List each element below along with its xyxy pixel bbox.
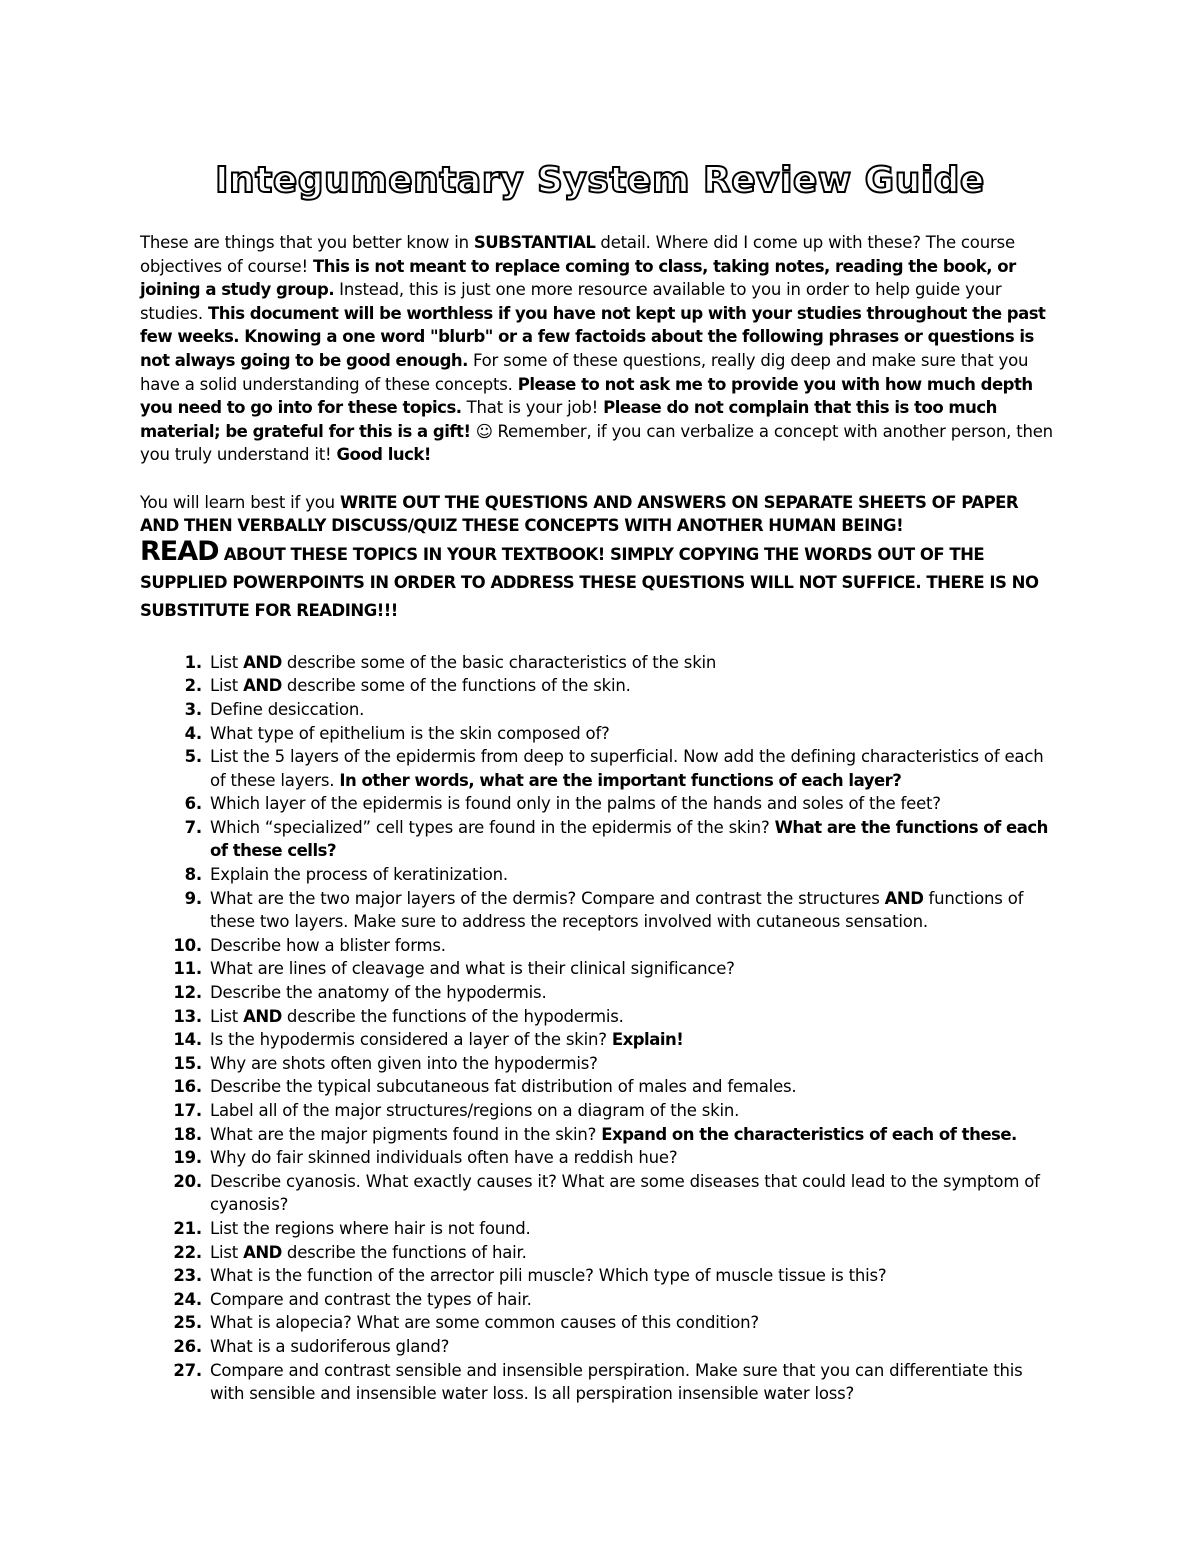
question-number: 8. — [184, 865, 202, 885]
question-text: What are the major pigments found in the skin? — [210, 1124, 602, 1144]
question-number: 1. — [184, 652, 202, 672]
question-number: 15. — [173, 1053, 202, 1073]
question-number: 24. — [173, 1289, 202, 1309]
intro-bold-1: SUBSTANTIAL — [473, 233, 596, 252]
question-text: describe the functions of hair. — [281, 1242, 527, 1262]
question-number: 2. — [184, 676, 202, 696]
question-item — [140, 1288, 1060, 1312]
question-text: describe some of the functions of the skin. — [281, 676, 631, 696]
question-number: 6. — [184, 794, 202, 814]
question-emphasis: What are the functions of each of these cells? — [210, 817, 1048, 861]
intro-bold-5: Please do not complain that this is too much material; be grateful for this is a gift! ☺ — [140, 398, 997, 441]
document-body — [140, 231, 1060, 1406]
intro-text-1: These are things that you better know in — [140, 233, 474, 252]
question-item — [140, 1335, 1060, 1359]
question-text: What is alopecia? What are some common causes of this condition? — [210, 1313, 759, 1333]
question-text: Describe the anatomy of the hypodermis. — [210, 983, 547, 1003]
question-number: 4. — [184, 723, 202, 743]
question-text: Explain the process of keratinization. — [210, 865, 508, 885]
intro-bold-3: This document will be worthless if you have not kept up with your studies throughout the past few weeks. Knowing a one word "blurb" or a few factoids about the following phrases or questions is not always going to be good enough. — [140, 303, 1046, 370]
question-text: What type of epithelium is the skin composed of? — [210, 723, 610, 743]
read-note-big-word: READ — [140, 535, 219, 567]
read-note-text: ABOUT THESE TOPICS IN YOUR TEXTBOOK! SIMPLY COPYING THE WORDS OUT OF THE SUPPLIED POWERPOINTS IN ORDER TO ADDRESS THESE QUESTIONS WILL NOT SUFFICE. THERE IS NO SUBSTITUTE FOR READING!!! — [140, 544, 1039, 620]
intro-text-2: detail. Where did I come up with these? The course objectives of course! — [140, 233, 1015, 276]
question-number: 23. — [173, 1266, 202, 1286]
question-item — [140, 792, 1060, 816]
question-item — [140, 1005, 1060, 1029]
question-text: List the regions where hair is not found. — [210, 1218, 531, 1238]
question-text: What is a sudoriferous gland? — [210, 1336, 450, 1356]
question-text: Is the hypodermis considered a layer of the skin? — [210, 1030, 612, 1050]
question-emphasis: AND — [243, 1242, 282, 1262]
question-item — [140, 1170, 1060, 1217]
question-number: 13. — [173, 1006, 202, 1026]
advice-paragraph — [140, 491, 1060, 538]
question-item — [140, 1241, 1060, 1265]
question-number: 21. — [173, 1218, 202, 1238]
intro-bold-4: Please to not ask me to provide you with how much depth you need to go into for these topics. — [140, 374, 1033, 418]
question-number: 20. — [173, 1171, 202, 1191]
question-text: Compare and contrast the types of hair. — [210, 1289, 532, 1309]
question-number: 5. — [184, 747, 202, 767]
question-emphasis: Expand on the characteristics of each of these. — [601, 1124, 1017, 1144]
question-text: List — [210, 652, 244, 672]
question-text: List the 5 layers of the epidermis from deep to superficial. Now add the defining characteristics of each of these layers. — [210, 747, 1044, 790]
question-item — [140, 981, 1060, 1005]
question-text: List — [210, 1006, 244, 1026]
question-item — [140, 1311, 1060, 1335]
question-item — [140, 887, 1060, 934]
question-text: Describe the typical subcutaneous fat distribution of males and females. — [210, 1077, 797, 1097]
intro-text-4: For some of these questions, really dig deep and make sure that you have a solid understanding of these concepts. — [140, 350, 1029, 394]
question-text: functions of these two layers. Make sure to address the receptors involved with cutaneous sensation. — [210, 888, 1024, 932]
question-item — [140, 1359, 1060, 1406]
question-item — [140, 1264, 1060, 1288]
question-list — [140, 651, 1060, 1406]
advice-text: You will learn best if you — [140, 492, 340, 512]
question-number: 16. — [173, 1077, 202, 1097]
question-text: Which layer of the epidermis is found only in the palms of the hands and soles of the feet? — [210, 794, 941, 814]
question-number: 19. — [173, 1148, 202, 1168]
advice-bold: WRITE OUT THE QUESTIONS AND ANSWERS ON SEPARATE SHEETS OF PAPER AND THEN VERBALLY DISCUSS/QUIZ THESE CONCEPTS WITH ANOTHER HUMAN BEING! — [140, 492, 1019, 536]
question-number: 3. — [184, 699, 202, 719]
question-item — [140, 674, 1060, 698]
question-number: 18. — [173, 1124, 202, 1144]
question-number: 12. — [173, 983, 202, 1003]
intro-paragraph — [140, 231, 1060, 467]
intro-text-5: That is your job! — [461, 398, 604, 418]
question-item — [140, 1146, 1060, 1170]
page-title: Integumentary System Review Guide — [215, 160, 985, 201]
question-item — [140, 745, 1060, 792]
question-item — [140, 722, 1060, 746]
question-item — [140, 1099, 1060, 1123]
question-number: 25. — [173, 1313, 202, 1333]
question-text: What are the two major layers of the dermis? Compare and contrast the structures — [210, 888, 885, 908]
question-emphasis: AND — [884, 888, 924, 908]
question-item — [140, 651, 1060, 675]
question-item — [140, 934, 1060, 958]
question-item — [140, 1217, 1060, 1241]
question-text: Define desiccation. — [210, 699, 365, 719]
question-text: List — [210, 676, 244, 696]
question-item — [140, 957, 1060, 981]
question-text: What are lines of cleavage and what is their clinical significance? — [210, 959, 735, 979]
read-note-paragraph — [140, 535, 1060, 625]
question-number: 9. — [184, 888, 202, 908]
question-emphasis: AND — [243, 676, 282, 696]
question-emphasis: AND — [243, 1006, 282, 1026]
question-text: Describe cyanosis. What exactly causes it? What are some diseases that could lead to the symptom of cyanosis? — [210, 1171, 1040, 1215]
question-number: 10. — [173, 935, 202, 955]
intro-bold-6: Good luck! — [336, 445, 431, 465]
question-emphasis: AND — [243, 652, 282, 672]
question-text: Which “specialized” cell types are found in the epidermis of the skin? — [210, 817, 775, 837]
question-text: Why do fair skinned individuals often have a reddish hue? — [210, 1148, 678, 1168]
question-number: 14. — [173, 1030, 202, 1050]
question-number: 22. — [173, 1242, 202, 1262]
question-number: 11. — [173, 959, 202, 979]
question-text: describe the functions of the hypodermis. — [281, 1006, 624, 1026]
intro-text-6: Remember, if you can verbalize a concept with another person, then you truly understand it! — [140, 421, 1053, 465]
intro-text-3: Instead, this is just one more resource available to you in order to help guide your studies. — [140, 280, 1002, 323]
question-number: 27. — [173, 1360, 202, 1380]
question-item — [140, 863, 1060, 887]
question-item — [140, 816, 1060, 863]
question-text: describe some of the basic characteristics of the skin — [281, 652, 717, 672]
intro-bold-2: This is not meant to replace coming to class, taking notes, reading the book, or joining a study group. — [140, 256, 1016, 300]
question-item — [140, 1028, 1060, 1052]
question-number: 7. — [184, 817, 202, 837]
question-text: Compare and contrast sensible and insensible perspiration. Make sure that you can differentiate this with sensible and insensible water loss. Is all perspiration insensible water loss? — [210, 1360, 1023, 1404]
question-number: 17. — [173, 1101, 202, 1120]
question-text: What is the function of the arrector pili muscle? Which type of muscle tissue is this? — [210, 1266, 887, 1286]
question-text: List — [210, 1242, 244, 1262]
question-number: 26. — [173, 1336, 202, 1356]
question-item — [140, 1052, 1060, 1076]
question-item — [140, 1123, 1060, 1147]
question-emphasis: Explain! — [611, 1030, 684, 1050]
question-item — [140, 1075, 1060, 1099]
question-text: Why are shots often given into the hypodermis? — [210, 1053, 598, 1073]
question-item — [140, 698, 1060, 722]
question-text: Describe how a blister forms. — [210, 935, 446, 955]
question-text: Label all of the major structures/regions on a diagram of the skin. — [210, 1101, 740, 1120]
question-emphasis: In other words, what are the important functions of each layer? — [339, 770, 902, 790]
